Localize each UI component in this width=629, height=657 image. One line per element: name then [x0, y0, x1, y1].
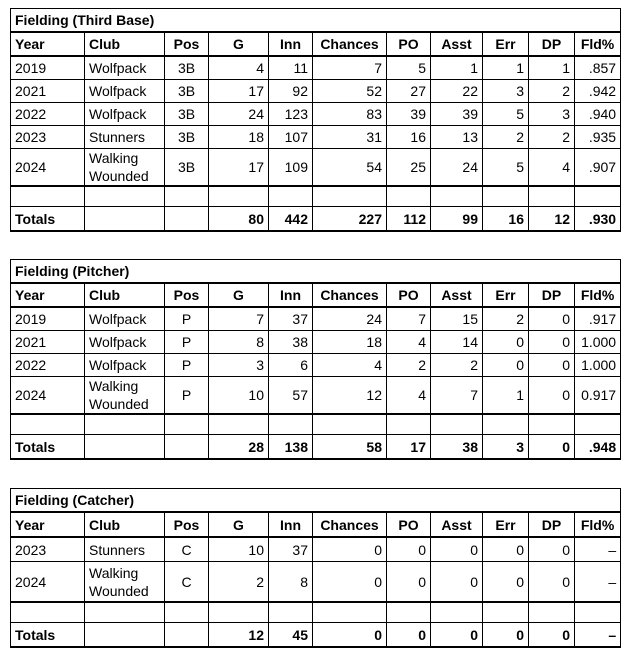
table-title: Fielding (Pitcher)	[11, 260, 621, 284]
header-row	[11, 283, 621, 307]
cell-dp: 3	[529, 103, 575, 126]
table-row	[11, 377, 621, 415]
cell-asst: 22	[431, 80, 483, 103]
cell-chances: 0	[313, 562, 387, 603]
cell-club: Wolfpack	[85, 103, 165, 126]
total-pos	[165, 207, 209, 232]
table-row	[11, 103, 621, 126]
header-asst: Asst	[431, 283, 483, 307]
cell-year: 2022	[11, 103, 85, 126]
header-err: Err	[483, 512, 529, 537]
total-pos	[165, 435, 209, 460]
header-dp: DP	[529, 512, 575, 537]
total-asst: 99	[431, 207, 483, 232]
cell-inn: 92	[269, 80, 313, 103]
cell-club: Wolfpack	[85, 331, 165, 354]
pitcher-table	[10, 259, 621, 460]
header-g: G	[209, 283, 269, 307]
cell-chances: 4	[313, 354, 387, 377]
cell-g: 18	[209, 126, 269, 149]
cell-year: 2023	[11, 126, 85, 149]
cell-asst: 14	[431, 331, 483, 354]
header-chances: Chances	[313, 32, 387, 56]
cell-err: 2	[483, 307, 529, 331]
cell-g: 3	[209, 354, 269, 377]
header-chances: Chances	[313, 283, 387, 307]
table-title: Fielding (Catcher)	[11, 489, 621, 513]
cell-dp: 2	[529, 126, 575, 149]
cell-club: Stunners	[85, 126, 165, 149]
spacer-cell	[483, 414, 529, 435]
spacer-cell	[209, 186, 269, 207]
total-chances: 227	[313, 207, 387, 232]
cell-dp: 2	[529, 80, 575, 103]
cell-year: 2024	[11, 149, 85, 187]
cell-year: 2019	[11, 56, 85, 80]
cell-club: Walking Wounded	[85, 562, 165, 603]
cell-dp: 0	[529, 562, 575, 603]
total-dp: 0	[529, 435, 575, 460]
cell-asst: 0	[431, 562, 483, 603]
cell-err: 0	[483, 537, 529, 562]
cell-club: Wolfpack	[85, 307, 165, 331]
third-base-section	[10, 8, 620, 232]
spacer-cell	[387, 602, 431, 623]
header-club: Club	[85, 32, 165, 56]
cell-chances: 31	[313, 126, 387, 149]
header-err: Err	[483, 32, 529, 56]
cell-asst: 2	[431, 354, 483, 377]
cell-po: 4	[387, 331, 431, 354]
spacer-cell	[431, 186, 483, 207]
cell-dp: 1	[529, 56, 575, 80]
cell-fld-pct: .917	[575, 307, 621, 331]
header-err: Err	[483, 283, 529, 307]
totals-row	[11, 623, 621, 648]
cell-chances: 0	[313, 537, 387, 562]
cell-po: 39	[387, 103, 431, 126]
total-asst: 0	[431, 623, 483, 648]
cell-g: 4	[209, 56, 269, 80]
total-pos	[165, 623, 209, 648]
cell-inn: 109	[269, 149, 313, 187]
spacer-cell	[11, 414, 85, 435]
cell-err: 5	[483, 103, 529, 126]
cell-fld-pct: .935	[575, 126, 621, 149]
header-club: Club	[85, 283, 165, 307]
cell-po: 5	[387, 56, 431, 80]
total-err: 16	[483, 207, 529, 232]
total-club	[85, 207, 165, 232]
spacer-row	[11, 414, 621, 435]
header-pos: Pos	[165, 283, 209, 307]
totals-row	[11, 435, 621, 460]
spacer-cell	[209, 414, 269, 435]
header-inn: Inn	[269, 32, 313, 56]
cell-fld-pct: .940	[575, 103, 621, 126]
cell-g: 24	[209, 103, 269, 126]
cell-pos: 3B	[165, 149, 209, 187]
total-po: 17	[387, 435, 431, 460]
cell-fld-pct: .942	[575, 80, 621, 103]
spacer-cell	[431, 602, 483, 623]
cell-inn: 123	[269, 103, 313, 126]
spacer-cell	[387, 414, 431, 435]
cell-g: 17	[209, 80, 269, 103]
total-year: Totals	[11, 435, 85, 460]
table-row	[11, 562, 621, 603]
total-fld-pct: .930	[575, 207, 621, 232]
cell-dp: 0	[529, 354, 575, 377]
cell-chances: 12	[313, 377, 387, 415]
cell-po: 4	[387, 377, 431, 415]
header-po: PO	[387, 32, 431, 56]
cell-dp: 0	[529, 307, 575, 331]
cell-po: 27	[387, 80, 431, 103]
spacer-cell	[529, 602, 575, 623]
header-po: PO	[387, 283, 431, 307]
totals-row	[11, 207, 621, 232]
header-pos: Pos	[165, 32, 209, 56]
cell-year: 2023	[11, 537, 85, 562]
spacer-cell	[575, 414, 621, 435]
total-g: 12	[209, 623, 269, 648]
cell-po: 16	[387, 126, 431, 149]
cell-err: 1	[483, 56, 529, 80]
header-fld-pct: Fld%	[575, 512, 621, 537]
header-dp: DP	[529, 32, 575, 56]
cell-asst: 13	[431, 126, 483, 149]
cell-chances: 7	[313, 56, 387, 80]
cell-pos: P	[165, 307, 209, 331]
total-asst: 38	[431, 435, 483, 460]
cell-year: 2019	[11, 307, 85, 331]
cell-year: 2024	[11, 562, 85, 603]
total-club	[85, 623, 165, 648]
table-title: Fielding (Third Base)	[11, 9, 621, 33]
spacer-cell	[313, 602, 387, 623]
spacer-cell	[269, 414, 313, 435]
cell-club: Wolfpack	[85, 56, 165, 80]
cell-pos: C	[165, 562, 209, 603]
cell-club: Wolfpack	[85, 80, 165, 103]
table-row	[11, 307, 621, 331]
total-g: 28	[209, 435, 269, 460]
table-row	[11, 126, 621, 149]
cell-err: 1	[483, 377, 529, 415]
cell-err: 5	[483, 149, 529, 187]
cell-chances: 52	[313, 80, 387, 103]
table-row	[11, 331, 621, 354]
cell-inn: 37	[269, 307, 313, 331]
total-inn: 442	[269, 207, 313, 232]
cell-g: 17	[209, 149, 269, 187]
cell-fld-pct: –	[575, 562, 621, 603]
spacer-cell	[483, 186, 529, 207]
cell-asst: 1	[431, 56, 483, 80]
table-row	[11, 149, 621, 187]
header-row	[11, 512, 621, 537]
cell-fld-pct: –	[575, 537, 621, 562]
cell-inn: 107	[269, 126, 313, 149]
cell-po: 0	[387, 562, 431, 603]
spacer-cell	[313, 186, 387, 207]
cell-asst: 24	[431, 149, 483, 187]
table-row	[11, 537, 621, 562]
cell-asst: 15	[431, 307, 483, 331]
spacer-row	[11, 186, 621, 207]
cell-dp: 0	[529, 537, 575, 562]
total-year: Totals	[11, 207, 85, 232]
header-g: G	[209, 32, 269, 56]
table-row	[11, 354, 621, 377]
cell-asst: 7	[431, 377, 483, 415]
cell-dp: 0	[529, 331, 575, 354]
cell-chances: 83	[313, 103, 387, 126]
cell-pos: P	[165, 377, 209, 415]
spacer-cell	[529, 414, 575, 435]
cell-dp: 0	[529, 377, 575, 415]
header-club: Club	[85, 512, 165, 537]
total-fld-pct: .948	[575, 435, 621, 460]
total-chances: 0	[313, 623, 387, 648]
cell-inn: 8	[269, 562, 313, 603]
total-po: 0	[387, 623, 431, 648]
header-year: Year	[11, 32, 85, 56]
pitcher-section	[10, 259, 620, 460]
cell-pos: C	[165, 537, 209, 562]
total-dp: 0	[529, 623, 575, 648]
spacer-cell	[269, 602, 313, 623]
spacer-cell	[529, 186, 575, 207]
table-title-row	[11, 9, 621, 33]
spacer-cell	[85, 602, 165, 623]
header-chances: Chances	[313, 512, 387, 537]
spacer-cell	[85, 186, 165, 207]
header-dp: DP	[529, 283, 575, 307]
cell-err: 0	[483, 331, 529, 354]
cell-inn: 37	[269, 537, 313, 562]
spacer-cell	[11, 186, 85, 207]
catcher-section	[10, 488, 620, 648]
cell-inn: 38	[269, 331, 313, 354]
cell-po: 0	[387, 537, 431, 562]
table-row	[11, 80, 621, 103]
cell-dp: 4	[529, 149, 575, 187]
cell-g: 10	[209, 377, 269, 415]
cell-pos: P	[165, 354, 209, 377]
total-inn: 138	[269, 435, 313, 460]
spacer-cell	[85, 414, 165, 435]
cell-pos: 3B	[165, 56, 209, 80]
cell-asst: 39	[431, 103, 483, 126]
header-row	[11, 32, 621, 56]
cell-err: 3	[483, 80, 529, 103]
header-year: Year	[11, 283, 85, 307]
cell-club: Wolfpack	[85, 354, 165, 377]
cell-asst: 0	[431, 537, 483, 562]
cell-err: 2	[483, 126, 529, 149]
total-year: Totals	[11, 623, 85, 648]
cell-fld-pct: .857	[575, 56, 621, 80]
total-po: 112	[387, 207, 431, 232]
cell-chances: 18	[313, 331, 387, 354]
cell-po: 25	[387, 149, 431, 187]
spacer-cell	[165, 602, 209, 623]
header-inn: Inn	[269, 512, 313, 537]
table-title-row	[11, 260, 621, 284]
spacer-cell	[165, 414, 209, 435]
cell-pos: 3B	[165, 103, 209, 126]
cell-chances: 24	[313, 307, 387, 331]
cell-g: 10	[209, 537, 269, 562]
spacer-cell	[313, 414, 387, 435]
cell-err: 0	[483, 354, 529, 377]
header-fld-pct: Fld%	[575, 283, 621, 307]
spacer-cell	[575, 602, 621, 623]
total-err: 3	[483, 435, 529, 460]
cell-g: 7	[209, 307, 269, 331]
cell-club: Stunners	[85, 537, 165, 562]
spacer-cell	[269, 186, 313, 207]
cell-pos: P	[165, 331, 209, 354]
total-dp: 12	[529, 207, 575, 232]
spacer-row	[11, 602, 621, 623]
cell-club: Walking Wounded	[85, 149, 165, 187]
header-po: PO	[387, 512, 431, 537]
cell-year: 2021	[11, 80, 85, 103]
spacer-cell	[483, 602, 529, 623]
header-asst: Asst	[431, 512, 483, 537]
table-title-row	[11, 489, 621, 513]
header-asst: Asst	[431, 32, 483, 56]
header-fld-pct: Fld%	[575, 32, 621, 56]
header-inn: Inn	[269, 283, 313, 307]
cell-chances: 54	[313, 149, 387, 187]
total-fld-pct: –	[575, 623, 621, 648]
cell-inn: 11	[269, 56, 313, 80]
cell-g: 8	[209, 331, 269, 354]
header-pos: Pos	[165, 512, 209, 537]
total-g: 80	[209, 207, 269, 232]
cell-inn: 57	[269, 377, 313, 415]
cell-g: 2	[209, 562, 269, 603]
header-g: G	[209, 512, 269, 537]
cell-err: 0	[483, 562, 529, 603]
total-inn: 45	[269, 623, 313, 648]
spacer-cell	[431, 414, 483, 435]
cell-fld-pct: 1.000	[575, 354, 621, 377]
third-base-table	[10, 8, 621, 232]
total-chances: 58	[313, 435, 387, 460]
cell-pos: 3B	[165, 80, 209, 103]
total-err: 0	[483, 623, 529, 648]
cell-po: 2	[387, 354, 431, 377]
cell-pos: 3B	[165, 126, 209, 149]
header-year: Year	[11, 512, 85, 537]
table-row	[11, 56, 621, 80]
cell-club: Walking Wounded	[85, 377, 165, 415]
spacer-cell	[387, 186, 431, 207]
catcher-table	[10, 488, 621, 648]
cell-fld-pct: .907	[575, 149, 621, 187]
cell-year: 2022	[11, 354, 85, 377]
spacer-cell	[575, 186, 621, 207]
cell-fld-pct: 0.917	[575, 377, 621, 415]
cell-fld-pct: 1.000	[575, 331, 621, 354]
spacer-cell	[165, 186, 209, 207]
cell-year: 2024	[11, 377, 85, 415]
spacer-cell	[11, 602, 85, 623]
cell-po: 7	[387, 307, 431, 331]
cell-year: 2021	[11, 331, 85, 354]
total-club	[85, 435, 165, 460]
spacer-cell	[209, 602, 269, 623]
cell-inn: 6	[269, 354, 313, 377]
